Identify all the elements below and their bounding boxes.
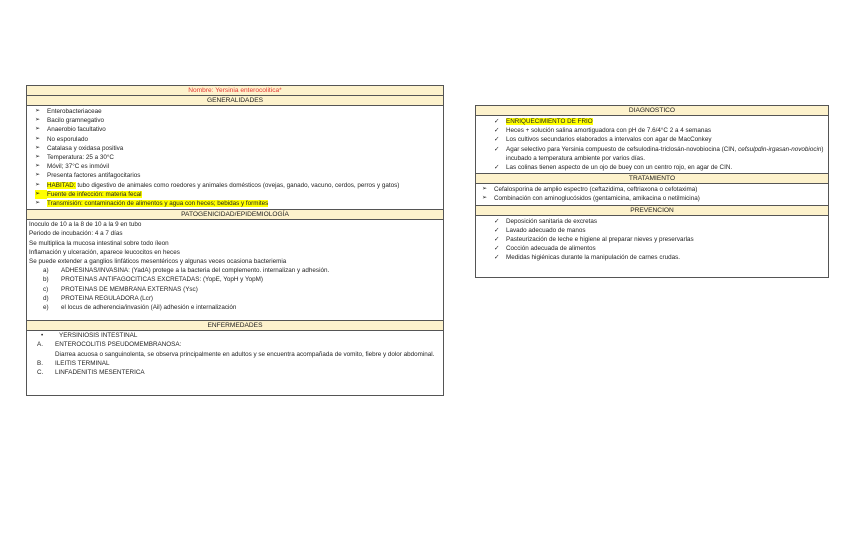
title-name: Yersinia enterocolitica* xyxy=(215,87,282,94)
spacer xyxy=(27,312,443,320)
patogenicidad-section xyxy=(27,220,443,312)
arrowhead-bullet-icon: ➢ xyxy=(35,154,41,161)
list-item: ➢ Bacilo gramnegativo xyxy=(35,117,105,125)
arrowhead-bullet-icon: ➢ xyxy=(35,108,41,114)
generalidades-header: GENERALIDADES xyxy=(27,96,443,106)
list-item: C. LINFADENITIS MESENTERICA xyxy=(37,369,145,377)
tratamiento-header: TRATAMIENTO xyxy=(476,173,828,184)
pathogenicity-line: Periodo de incubación: 4 a 7 días xyxy=(29,230,123,238)
patogenicidad-header: PATOGENICIDAD/EPIDEMIOLOGÍA xyxy=(27,209,443,220)
checkmark-bullet-icon: ✓ xyxy=(494,217,500,225)
list-item: ✓ Las colinas tienen aspecto de un ojo de buey con un centro rojo, en agar de CIN. xyxy=(494,164,733,172)
checkmark-bullet-icon: ✓ xyxy=(494,226,500,234)
prevencion-list xyxy=(476,216,828,264)
transmision-text: Transmisión: contaminación de alimentos y agua con heces; bebidas y formites xyxy=(47,200,269,208)
habitat-label: HABITAD: xyxy=(47,181,76,189)
checkmark-bullet-icon: ✓ xyxy=(494,254,500,262)
title-prefix: Nombre: xyxy=(188,87,214,94)
fuente-item xyxy=(35,190,439,199)
yersinia-left-table xyxy=(26,85,444,396)
list-item: d) PROTEINA REGULADORA (Lcr) xyxy=(43,294,154,302)
arrowhead-bullet-icon: ➢ xyxy=(482,195,488,202)
arrowhead-bullet-icon: ➢ xyxy=(35,135,41,142)
diagnostico-header: DIAGNOSTICO xyxy=(476,106,828,116)
list-item: b) PROTEINAS ANTIFAGOCITICAS EXCRETADAS: (YopE, YopH y YopM) xyxy=(43,276,263,284)
enfermedades-section xyxy=(27,331,443,377)
transmision-item xyxy=(35,199,439,208)
pathogenicity-line: Se puede extender a ganglios linfáticos mesentéricos y algunas veces ocasiona bacteriemia xyxy=(29,258,287,266)
habitat-item xyxy=(35,181,439,190)
arrowhead-bullet-icon: ➢ xyxy=(35,200,41,207)
list-item: ✓ Los cultivos secundarios elaborados a intervalos con agar de MacConkey xyxy=(494,136,712,144)
checkmark-bullet-icon: ✓ xyxy=(494,118,500,125)
list-item: ➢ Móvil; 37°C es inmóvil xyxy=(35,163,110,171)
list-item: c) PROTEINAS DE MEMBRANA EXTERNAS (Ysc) xyxy=(43,285,198,293)
enriquecimiento-text: ENRIQUECIMIENTO DE FRIO xyxy=(506,118,593,125)
name-header xyxy=(27,86,443,96)
checkmark-bullet-icon: ✓ xyxy=(494,236,500,244)
list-item: ➢ No esporulado xyxy=(35,135,88,143)
arrowhead-bullet-icon: ➢ xyxy=(35,172,41,179)
round-bullet-icon: • xyxy=(41,332,44,340)
list-item: ✓ Deposición sanitaria de excretas xyxy=(494,217,598,225)
arrowhead-bullet-icon: ➢ xyxy=(482,186,488,193)
list-item: ➢ Anaerobio facultativo xyxy=(35,126,106,134)
arrowhead-bullet-icon: ➢ xyxy=(35,181,41,188)
pathogenicity-line: Se multiplica la mucosa intestinal sobre todo íleon xyxy=(29,239,169,247)
pathogenicity-line: Inoculo de 10 a la 8 de 10 a la 9 en tubo xyxy=(29,221,142,229)
list-item: • YERSINIOSIS INTESTINAL xyxy=(37,331,441,340)
checkmark-bullet-icon: ✓ xyxy=(494,164,500,172)
list-item: A. ENTEROCOLITIS PSEUDOMEMBRANOSA: xyxy=(37,341,182,349)
yersinia-right-table xyxy=(475,105,829,278)
generalidades-list xyxy=(27,106,443,209)
arrowhead-bullet-icon: ➢ xyxy=(35,144,41,151)
list-item: ✓ Medidas higiénicas durante la manipulación de carnes crudas. xyxy=(494,254,680,262)
checkmark-bullet-icon: ✓ xyxy=(494,136,500,144)
list-item: ✓ Heces + solución salina amortiguadora con pH de 7.6/4°C 2 a 4 semanas xyxy=(494,127,712,135)
list-item xyxy=(494,117,824,126)
list-item: ➢ Combinación con aminoglucósidos (gentamicina, amikacina o netilmicina) xyxy=(482,195,700,203)
list-item: ➢ Presenta factores antifagocitarios xyxy=(35,172,141,180)
habitat-text: tubo digestivo de animales como roedores y animales domésticos (ovejas, ganado, vacuno, cerdos, perros y gatos) xyxy=(75,181,400,189)
enfermedades-header: ENFERMEDADES xyxy=(27,320,443,331)
list-item: ➢ Catalasa y oxidasa positiva xyxy=(35,144,124,152)
list-item: ➢ Enterobacteriaceae xyxy=(35,108,102,115)
checkmark-bullet-icon: ✓ xyxy=(494,145,500,153)
tratamiento-list xyxy=(476,184,828,204)
list-item: ➢ Cefalosporina de amplio espectro (ceftazidima, ceftriaxona o cefotaxima) xyxy=(482,186,698,194)
arrowhead-bullet-icon: ➢ xyxy=(35,163,41,170)
list-item: ✓ Lavado adecuado de manos xyxy=(494,226,586,234)
prevencion-header: PREVENCION xyxy=(476,205,828,216)
list-item-detail: Diarrea acuosa o sanguinolenta, se observa principalmente en adultos y se encuentra acompañada de vomito, fiebre y dolor abdominal. xyxy=(55,350,435,358)
arrowhead-bullet-icon: ➢ xyxy=(35,126,41,133)
list-item: B. ILEITIS TERMINAL xyxy=(37,359,110,367)
checkmark-bullet-icon: ✓ xyxy=(494,127,500,135)
list-item: e) el locus de adherencia/invasión (Ail) adhesión e internalización xyxy=(43,304,237,312)
checkmark-bullet-icon: ✓ xyxy=(494,245,500,253)
arrowhead-bullet-icon: ➢ xyxy=(35,190,47,199)
fuente-text: Fuente de infección: materia fecal xyxy=(47,190,142,198)
list-item: ✓ Agar selectivo para Yersinia compuesto de cefsulodina-triclosán-novobiocina (CIN, cefsulpdin-irgasan-novobiocin) incubado a temperatura ambiente por varios días. xyxy=(494,145,824,162)
arrowhead-bullet-icon: ➢ xyxy=(35,117,41,124)
list-item: ➢ Temperatura: 25 a 30°C xyxy=(35,154,114,162)
diagnostico-list xyxy=(476,116,828,173)
list-item: a) ADHESINAS/INVASINA: (YadA) protege a la bacteria del complemento. internalizan y adhesión. xyxy=(43,267,330,275)
factores-list xyxy=(29,266,441,312)
list-item: ✓ Cocción adecuada de alimentos xyxy=(494,245,596,253)
pathogenicity-line: Inflamación y ulceración, aparece leucocitos en heces xyxy=(29,248,180,256)
list-item: ✓ Pasteurización de leche e higiene al preparar nieves y preservarlas xyxy=(494,236,694,244)
